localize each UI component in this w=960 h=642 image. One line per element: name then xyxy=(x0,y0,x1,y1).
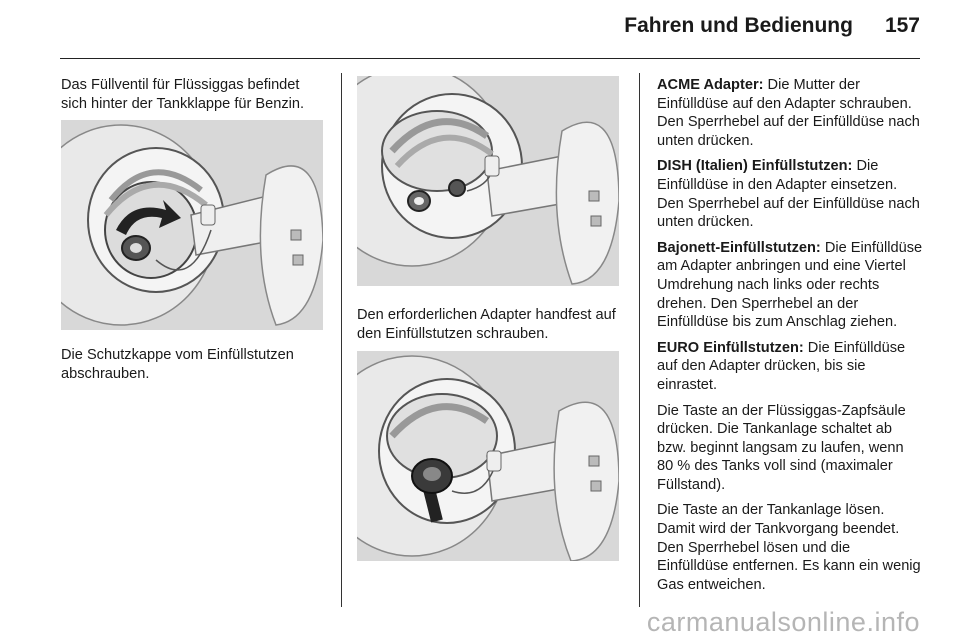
paragraph-body: Die Mutter der Einfülldüse auf den Adapter schrauben. Den Sperrhebel auf der Einfülldüse nach unten drücken. xyxy=(657,77,920,149)
section-title: Fahren und Bedienung xyxy=(624,14,853,37)
paragraph-lead: Bajonett-Einfüllstutzen: xyxy=(657,239,821,256)
paragraph-lead: EURO Einfüllstutzen: xyxy=(657,339,804,356)
paragraph-body: Die Taste an der Tankanlage lösen. Damit wird der Tankvorgang beendet. Den Sperrhebel lösen und die Einfülldüse entfernen. Es kann ein wenig Gas entweichen. xyxy=(657,502,921,593)
paragraph-release-button xyxy=(657,501,923,594)
paragraph-dish xyxy=(657,157,923,231)
intro-text: Das Füllventil für Flüssiggas befindet sich hinter der Tankklappe für Benzin. xyxy=(61,77,305,112)
paragraph-lead: ACME Adapter: xyxy=(657,77,764,93)
paragraph-body: Die Taste an der Flüssiggas-Zapfsäule drücken. Die Tankanlage schaltet ab bzw. beginnt langsam zu laufen, wenn 80 % des Tanks voll sind (maximaler Füllstand). xyxy=(657,402,906,493)
caption-remove-cap: Die Schutzkappe vom Einfüllstutzen abschrauben. xyxy=(61,347,294,382)
page-number: 157 xyxy=(884,14,920,37)
illustration-fill-valve xyxy=(357,76,619,286)
paragraph-euro xyxy=(657,339,923,395)
watermark: carmanualsonline.info xyxy=(646,607,920,637)
paragraph-press-button xyxy=(657,402,923,495)
column-3 xyxy=(657,76,923,601)
paragraph-lead: DISH (Italien) Einfüllstutzen: xyxy=(657,158,853,175)
column-divider-right xyxy=(639,73,640,607)
paragraph-acme xyxy=(657,76,923,150)
paragraph-bajonett xyxy=(657,239,923,332)
paragraph-body: Die Einfülldüse in den Adapter einsetzen. Den Sperrhebel auf der Einfülldüse nach unten drücken. xyxy=(657,158,920,231)
caption-screw-adapter: Den erforderlichen Adapter handfest auf den Einfüllstutzen schrauben. xyxy=(357,307,616,342)
illustration-adapter-mounted xyxy=(357,351,619,561)
paragraph-body: Die Einfülldüse auf den Adapter drücken, bis sie einrastet. xyxy=(657,339,906,393)
column-divider-left xyxy=(341,73,342,607)
column-1 xyxy=(61,76,329,383)
paragraph-body: Die Einfülldüse am Adapter anbringen und eine Viertel Umdrehung nach links oder rechts drehen. Den Sperrhebel an der Einfülldüse bis zum Anschlag ziehen. xyxy=(657,239,923,331)
header-rule xyxy=(60,58,920,59)
column-2 xyxy=(357,76,625,561)
illustration-remove-cap xyxy=(61,120,323,330)
page-header xyxy=(624,14,920,38)
